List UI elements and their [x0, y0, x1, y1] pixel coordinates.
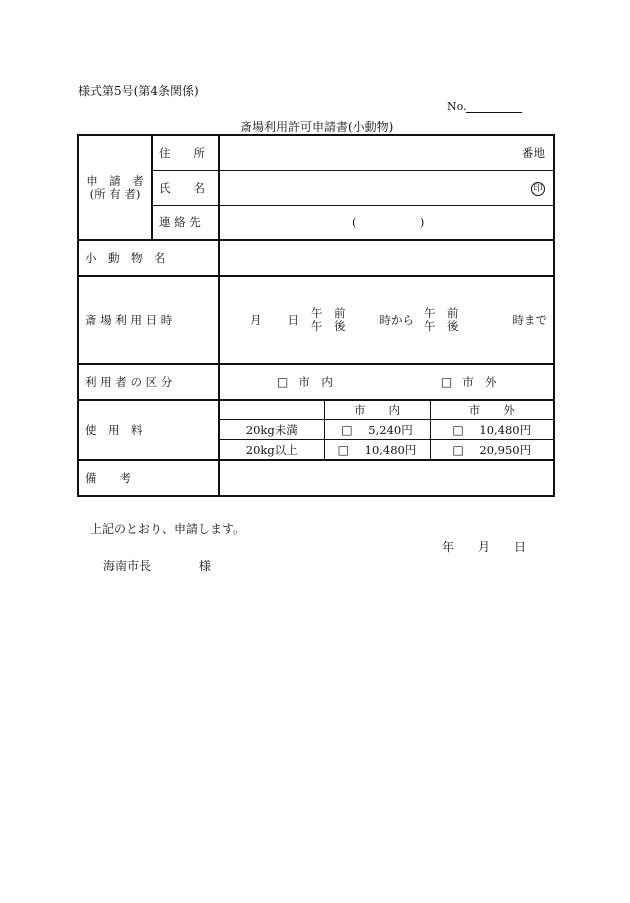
- schedule-label: 斎 場 利 用 日 時: [85, 312, 173, 327]
- fees-header-in-city: 市 内: [324, 400, 430, 420]
- page-title: 斎場利用許可申請書(小動物): [240, 120, 394, 134]
- contact-label: 連 絡 先: [159, 215, 201, 230]
- am-label-2: 午 前: [424, 305, 459, 320]
- fees-label-cell: [78, 400, 219, 460]
- schedule-label-cell: [78, 276, 219, 363]
- fee-out-city-over-checkbox[interactable]: □: [452, 442, 464, 457]
- honorific: 様: [198, 559, 211, 573]
- until-label: 時まで: [512, 312, 547, 327]
- address-label-cell: [152, 135, 219, 170]
- fee-in-city-under-cell: [324, 420, 430, 440]
- fee-in-city-over-amount: 10,480円: [364, 442, 417, 457]
- owner-label: (所 有 者): [89, 186, 141, 201]
- contact-field[interactable]: [219, 205, 554, 240]
- fees-label: 使 用 料: [85, 422, 143, 437]
- remarks-field[interactable]: [219, 460, 554, 496]
- fee-out-city-under-amount: 10,480円: [479, 422, 532, 437]
- applicant-group-cell: [78, 135, 152, 240]
- applicant-label: 申 請 者: [86, 173, 144, 188]
- address-suffix: 番地: [522, 145, 545, 160]
- fee-in-city-over-cell: [324, 440, 430, 460]
- name-label: 氏 名: [159, 180, 205, 195]
- fee-in-city-under-checkbox[interactable]: □: [341, 422, 353, 437]
- in-city-option-label: 市 内: [298, 374, 333, 389]
- fee-weight-under-20kg: 20kg未満: [219, 420, 324, 440]
- fee-out-city-under-cell: [430, 420, 554, 440]
- user-category-field: [219, 364, 554, 400]
- addressee: 海南市長: [103, 559, 152, 573]
- am-label: 午 前: [311, 305, 346, 320]
- in-city-checkbox[interactable]: □: [277, 374, 289, 389]
- form-number-label: 様式第5号(第4条関係): [78, 84, 199, 98]
- address-field[interactable]: [219, 135, 554, 170]
- name-field[interactable]: [219, 170, 554, 205]
- contact-paren-close: ): [419, 215, 425, 230]
- day-label: 日: [287, 312, 299, 327]
- month-label: 月: [250, 312, 262, 327]
- application-form-table: [77, 134, 555, 497]
- pm-label-2: 午 後: [424, 318, 459, 333]
- document-number-field[interactable]: [466, 112, 522, 113]
- fee-in-city-under-amount: 5,240円: [368, 422, 413, 437]
- fees-header-blank: [219, 400, 324, 420]
- fee-in-city-over-checkbox[interactable]: □: [337, 442, 349, 457]
- addressee-line: [103, 557, 211, 574]
- seal-icon: 印: [531, 182, 545, 196]
- fee-weight-over-20kg: 20kg以上: [219, 440, 324, 460]
- fee-out-city-over-cell: [430, 440, 554, 460]
- pm-label: 午 後: [311, 318, 346, 333]
- out-city-checkbox[interactable]: □: [440, 374, 453, 389]
- user-category-label-cell: [78, 364, 219, 400]
- animal-name-label-cell: [78, 240, 219, 276]
- address-label: 住 所: [159, 145, 205, 160]
- fee-out-city-over-amount: 20,950円: [479, 442, 532, 457]
- name-label-cell: [152, 170, 219, 205]
- user-category-label: 利 用 者 の 区 分: [85, 374, 173, 389]
- schedule-field[interactable]: [219, 276, 554, 363]
- from-label: 時から: [379, 312, 414, 327]
- remarks-label: 備 考: [85, 470, 131, 485]
- animal-name-field[interactable]: [219, 240, 554, 276]
- contact-label-cell: [152, 205, 219, 240]
- fees-header-out-city: 市 外: [430, 400, 554, 420]
- out-city-option-label: 市 外: [462, 374, 497, 389]
- document-number-label: No.: [447, 100, 467, 113]
- application-date: 年 月 日: [442, 540, 527, 554]
- animal-name-label: 小 動 物 名: [85, 251, 166, 266]
- application-statement: 上記のとおり、申請します。: [90, 522, 246, 536]
- remarks-label-cell: [78, 460, 219, 496]
- fee-out-city-under-checkbox[interactable]: □: [452, 422, 464, 437]
- contact-paren-open: (: [352, 215, 357, 230]
